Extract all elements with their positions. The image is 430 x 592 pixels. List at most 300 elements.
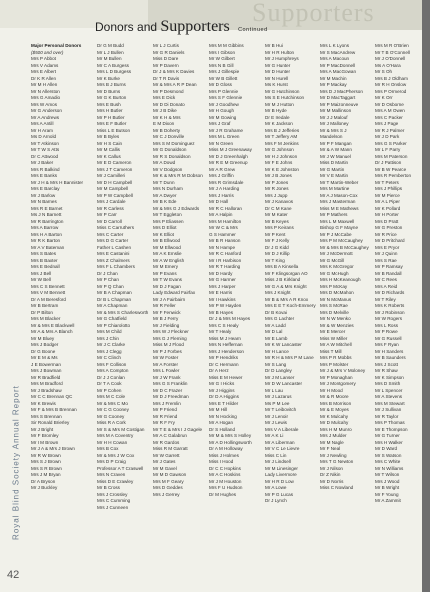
donor-name: Mrs M Stewart [375,400,405,406]
donor-name: Mr L J Curtis [153,43,179,48]
donor-name: Mr V C Le Lievre [265,446,300,451]
donor-name: Mrs M M Gibbins [209,43,244,48]
donor-name: Mrs S Brennan [31,413,62,419]
donor-name: Bishop G F Mayne [320,225,359,230]
spine-text: Royal Blind Society Annual Report [11,385,21,540]
donor-name: Mr R Feller [153,303,176,308]
donor-name: Mrs L K Lyons [320,43,350,48]
donor-name: Mrs E Albert [31,69,57,74]
donor-name: Mrs J Phillips [375,186,403,191]
donor-name: Mr T Wilson [375,472,400,477]
donor-name: Mrs D Smith [375,381,401,386]
donor-name: Mr F & Mrs B Brennan [31,407,77,412]
donor-name: Mr J A Harding [209,186,240,191]
donor-name: Mr P Cohen [97,387,122,393]
donor-name: Mr A Hogan [209,420,234,425]
donor-name: Mrs H Walker [375,439,403,445]
donor-name: Mrs V M Bennett [31,290,66,295]
donor-name: Mrs M F Geary [153,478,184,484]
donor-name: Mr & Mrs J W Cox [97,452,135,458]
donor-name: Mrs J Bell [31,270,52,276]
donor-name: Mrs J Cardale [97,199,126,204]
donor-name: Mrs J Masterman [320,199,356,204]
donor-name: Mr G Anderson [31,108,62,113]
donor-name: Mr A W Mitchell [320,342,352,347]
donor-name: Mr B Ellwood [153,238,181,243]
donor-name: Mr K W Lancaster [265,342,302,347]
donor-name: Mr M H Allen [31,82,58,87]
donor-name: Mr N Williams [375,465,404,471]
donor-name: Mr T Leibovitch [265,407,297,412]
donor-name: Mrs M Martine [320,186,350,191]
donor-name: Mr R E M Greenup [209,160,248,165]
donor-name: Mr N Barnes [31,199,57,204]
donor-name: Miss W Miller [320,335,348,341]
donor-name: Mr L Lau [265,387,283,393]
donor-name: Mr G Martin [320,166,345,172]
donor-name: Mr J Malloney [320,121,349,126]
donor-name: Mr F E Johns [265,160,293,165]
donor-name: Mr R K Barton [31,238,61,243]
donor-name: Mr D W Lancaster [265,381,303,386]
donor-name: Mr & W Menzies [320,322,354,328]
donor-name: Mrs M Hamilton [209,218,242,224]
donor-name: Mr B Byles [97,134,120,139]
donor-name: Mr D Mulcahy [320,420,349,425]
donor-name: Mrs K McGregor [320,264,354,269]
donor-name: Mr A V Bateman [31,244,65,250]
donor-name: Mr P Hendriks [209,355,239,360]
donor-name: Mr C C Brennan QC [31,394,73,399]
donor-name: Mrs J Henderson [209,348,244,354]
donor-name: Mr C G Cooney [97,407,129,412]
donor-name: Mr J J Malouf [320,114,348,120]
donor-column-6 [320,43,376,492]
donor-name: Miss D Martin [320,160,349,165]
donor-name: Mr W B Gillett [209,75,238,81]
donor-name: Dr J Chan [97,270,118,276]
donor-name: Mrs B Cox [97,446,119,451]
donor-name: Mr D J Killip [265,251,290,256]
donor-name: Mrs C Packer [375,114,403,120]
donor-name: Mrs I Gibson [209,49,236,55]
donor-name: Mr M Gowing [209,114,237,120]
donor-name: Mr M Campbell [97,186,129,191]
donor-name: Mrs E Barclay [31,186,60,191]
donor-name: Mrs A MacGowan [320,69,356,74]
donor-name: Mr T Peters [375,179,399,185]
donor-name: Mr B Saunders [375,355,406,360]
donor-name: Mr D Di Donato [153,101,185,107]
donor-name: Mrs G J Fleming [153,335,187,341]
donor-name: Miss M J Flood [153,342,184,347]
donor-name: Mrs M Paterson [375,153,408,159]
donor-name: Miss C Nowland [320,485,354,490]
donor-column-4 [209,43,265,498]
donor-name: Mr J Sullivan [375,407,402,412]
donor-name: Miss M J Hearn [209,335,241,341]
donor-name: Mr & Mrs E Blackwell [31,322,75,328]
donor-name: Mr M Machin [320,75,347,81]
donor-name: Mr B Wright [375,485,400,490]
donor-name: Mr M Mallinson [320,108,352,113]
donor-name: Mr J Lenoir [265,413,288,419]
donor-name: Mr J Barlow [31,192,56,198]
donor-name: Mr A K Li [265,433,284,438]
donor-name: Mr D C Frazer [153,387,183,393]
donor-name: Mr S MacAndrew [320,49,356,55]
donor-name: Mr B R Hanson [209,238,241,243]
donor-name: Mr B Hyde [265,108,287,113]
donor-name: Mrs N B Gill [209,62,234,68]
donor-name: Mr K Burke [97,75,120,81]
donor-name: Miss J Holmes [209,452,239,458]
donor-name: Mr T King [265,257,285,263]
title-continued: Continued [238,27,268,33]
donor-name: Mr P Davern [153,62,179,68]
donor-name: Mrs A M Owen [375,108,405,113]
donor-name: Mr J B Dike [153,108,177,113]
donor-name: Mr & Mrs A R P Dean [153,82,197,87]
donor-name: Mr B Bertram [31,303,59,308]
donor-name: Dr J G Kidd [265,244,289,250]
donor-name: Mr G K Burton [97,95,127,100]
donor-name: Mr M Gavel [153,465,177,471]
donor-name: Mr M D Gawson [153,472,187,477]
donor-name: Mrs H Butler [97,108,123,113]
donor-name: Mrs C Carter [97,231,124,237]
donor-name: Ms K Hurst [265,82,288,87]
donor-name: Mr A & Mrs A Blanch [31,329,73,334]
donor-name: Mr G Hutchinson [265,88,300,94]
donor-name: Dr G Boone [31,348,56,354]
donor-name: Mr J W Manuel [320,153,351,159]
donor-name: Mr J Camilleri [97,173,126,178]
donor-name: Mr D Osborne [375,101,404,107]
donor-name: Mr & E Moyes [320,407,349,412]
donor-name: Mr R Carless [97,205,124,211]
donor-name: Mr P MacDonnell [320,62,356,68]
donor-name: Mr F Young [375,491,399,497]
donor-name: Mrs F L Chambers [97,264,135,269]
donor-name: Dr T A Cook [97,381,122,386]
donor-name: Mr J A Fairbairn [153,296,186,302]
donor-name: Mr F Neal [320,446,341,451]
donor-name: Mr D Richards [375,290,405,295]
donor-name: Mr D Norris [320,478,344,484]
donor-name: Mr G A & Mrs Knight [265,283,307,289]
donor-name: Mr B Hui [265,43,283,48]
donor-name: Mr K & Mrs R M Dobson [153,173,203,178]
donor-name: Mrs Z Chalmers [97,257,130,263]
donor-name: Mr P Maizonneuve [320,101,359,107]
donor-name: Mrs J Crossley [97,491,128,497]
donor-name: Miss R M Garratt [153,446,188,451]
donor-name: Dr A M Beresford [31,296,66,302]
donor-name: Mr P G Lucas [265,491,293,497]
donor-name: Mr N Hampe [209,244,236,250]
donor-name: Mr E Mercer [320,329,346,334]
donor-name: Mr B Keyes [265,218,289,224]
donor-name: Mrs L M Maxwell [320,218,355,224]
donor-name: Dr B Kovai [265,309,287,315]
donor-name: Mrs A Macoun [320,56,350,61]
donor-name: Mrs D G Carter [97,238,129,243]
donor-name: Mrs N Heffernan [209,342,243,347]
donor-column-1 [31,43,87,492]
donor-name: Mr J D Park [375,134,400,139]
donor-name: Mr T Dunn [153,179,175,185]
donor-name: Mr P Friend [153,407,177,412]
donor-name: Mr A D Hollingsworth [209,439,252,445]
donor-name: Mrs H McKeanough [320,277,361,282]
donor-name: Mr H Gough [209,108,235,113]
donor-name: Mr T B O'Connell [375,49,410,55]
donor-name: Dr D Langley [265,368,292,373]
donor-name: Mr T W S Atts [31,147,60,152]
donor-name: Mr & Mrs C Mo [97,400,128,406]
donor-name: Mr A L Piper [375,199,400,204]
donor-name: Mr I Hawkins [209,296,236,302]
donor-name: Mrs F Collison [97,361,127,367]
donor-name: Mrs E Dick [153,95,176,100]
donor-name: Mr J Fielding [153,322,180,328]
donor-name: Mr J A & Mrs J Brown [31,446,75,451]
donor-name: Mrs A Antill [31,121,54,126]
donor-name: Dr J Pattison [375,160,402,165]
donor-name: Mr M Ellwood [153,244,181,250]
donor-name: Mr H J Johnson [265,153,298,159]
donor-name: Mr J Humphreys [265,56,299,61]
donor-name: Mr J Quinn [375,251,398,256]
donor-name: Mr A K Emslie [153,251,182,256]
donor-name: Mr K Pollard [375,205,401,211]
donor-name: Mrs D Elliot [153,225,177,230]
section-subheading: ($500 and over) [31,49,64,55]
donor-name: Mrs P McKay [320,283,348,289]
donor-name: Mr R Price [375,231,397,237]
donor-name: Mr A Chapman [97,303,128,308]
donor-name: Mrs M A Coventry [97,433,134,438]
donor-name: Dr M Hughes [209,491,237,497]
donor-name: Mr W Bell [31,277,51,282]
donor-name: Mr C A Burgess [97,62,129,68]
donor-name: Mr J Lindsell [265,459,291,464]
donor-name: Mrs D Geddes [153,485,183,490]
donor-name: J E Bowerman [31,361,61,367]
donor-name: Mr J Gates [153,459,176,464]
donor-name: Mrs P M McCaughey [320,238,363,243]
donor-name: Mr D H Campbell [97,179,133,185]
donor-name: Mrs P Abbot [31,56,56,61]
donor-name: Mr H R Hulton [265,49,295,55]
donor-name: Mrs J Gillespie [209,69,240,74]
donor-name: Mr R W Brown [31,452,61,458]
donor-name: Mr A Liberman [265,439,295,445]
donor-name: Mr L Spencer [375,387,403,393]
donor-name: Mr M & Mrs S Holley [209,433,252,438]
donor-name: Mrs L Ross [375,322,399,328]
donor-name: Mr E Lamb [265,335,288,341]
donor-name: Mr A Forster [153,361,179,367]
donor-name: Mr G Harmer [209,277,236,282]
donor-name: Mr E M & Ms [31,355,58,360]
donor-name: Mr W Gilbert [209,56,235,61]
donor-name: Mr F Bromley [31,433,59,438]
donor-name: Mr M Kater [265,212,288,217]
donor-name: Mrs B J Burns [97,82,126,87]
donor-name: Mr A R Grew [209,166,236,172]
donor-name: Mr H Porter [375,212,399,217]
page-title [95,18,268,36]
donor-name: Mr C Clinch [97,355,121,360]
donor-name: Dr J Lynch [265,498,287,503]
donor-name: Mr & R Moore [320,394,349,399]
title-big: Supporters [160,18,230,35]
donor-name: Mr J W Frank [153,374,181,380]
donor-name: Mr J & Mrs V Moloney [320,368,366,373]
donor-name: Mrs M Bradford [31,381,63,386]
donor-name: Mrs N Craven [97,472,126,477]
donor-name: Mr R Shaw [375,368,398,373]
donor-name: Mr & Mrs S Charlesworth [97,309,149,315]
donor-name: Mr K Elliot [153,231,174,237]
donor-name: Mr P Rowe [375,329,398,334]
donor-name: Mr M Pierce [375,192,400,198]
donor-name: Mr R Jones [265,186,289,191]
donor-name: Mrs J Griffin [209,173,234,178]
donor-name: Mrs L Fowler [153,368,180,373]
donor-name: Mr T E & Mrs I J Gagele [153,426,203,432]
donor-name: Mrs J Wood [375,478,400,484]
donor-name: Mrs D P Craig [97,459,126,464]
donor-name: Mrs J Bowman [31,368,62,373]
donor-name: Mr B J Ferry [153,316,179,321]
donor-name: Mrs B Morrison [320,400,352,406]
donor-name: Mrs F M Jenkins [265,140,299,146]
donor-name: Mrs D Melville [320,309,349,315]
donor-name: Mr T Eggleton [153,212,182,217]
donor-name: Mrs J Jupp [265,192,288,198]
donor-name: Mr R T Harding [209,264,241,269]
donor-name: Mr P Chan [97,277,119,282]
donor-name: Mrs P Molster [320,361,349,367]
donor-column-2 [97,43,153,511]
donor-name: Mrs L D Burgess [97,69,132,74]
donor-name: Lady Edward Fairfax [153,290,196,295]
donor-name: Dr C M Kane [265,205,292,211]
donor-name: Father L Cashen [97,244,132,250]
donor-name: Ms J N Barnett [31,212,62,217]
donor-name: Mrs V Adams [31,62,59,68]
donor-name: Mrs J M Bryan [31,472,61,477]
donor-name: Dr A Bryson [31,478,56,484]
donor-name: Mr P Desmond [153,88,184,94]
donor-name: Mr E Harris [209,290,233,295]
donor-name: Mr G R Daniels [153,49,185,55]
donor-name: Mr N Green [209,140,233,146]
donor-name: Mrs P Thomas [375,420,405,425]
donor-name: Mr G Chatfield [97,316,127,321]
donor-name: Miss D E Crawley [97,478,134,484]
donor-name: Mr V E Martin [320,173,349,178]
donor-name: Mrs B A Kinsella [265,264,299,269]
donor-name: Mrs S McRae [320,303,348,308]
donor-name: Mr P Ramsay [375,264,403,269]
donor-name: Mr J Kanavos [265,199,294,204]
donor-name: Mr D Pritchard [375,238,405,243]
donor-name: Mrs P Eliassen [153,218,184,224]
donor-name: Miss C Carruthers [97,225,135,230]
donor-name: Mr D J Fagan [153,283,181,289]
donor-name: Mrs J Gerrey [153,491,180,497]
donor-name: Mr S Watson [375,452,402,458]
donor-name: Mrs E Banks [31,173,58,178]
donor-name: Mrs S F Glennie [209,95,243,100]
donor-name: Mr I M Brown [31,439,59,445]
donor-name: Mr J C Clarke [97,342,126,347]
donor-name: Mrs S M Dominguez [153,140,195,146]
donor-name: Mrs M C Cole [97,394,126,399]
donor-name: Mrs H M Munro [320,426,352,432]
donor-name: Mr G McHugh [320,270,349,276]
donor-name: Mr & Mrs G J Edwards [153,205,200,211]
donor-name: Mr & Mrs B McCaughey [320,244,369,250]
donor-name: Miss M E Mathews [320,205,359,211]
donor-name: Mr P Chiarolotto [97,322,131,328]
donor-name: Mr P J Forbes [153,348,182,354]
donor-name: Mrs E T Hilder [209,400,239,406]
donor-name: Mr M Nagle [320,439,344,445]
donor-name: Mrs J Bodger [31,342,59,347]
section-heading: Major Personal Donors [31,43,82,48]
donor-name: Mr B K Ede [153,199,177,204]
donor-name: Mrs S R Brown [31,465,62,471]
donor-name: Mrs J Graf [209,121,231,126]
donor-name: Mr B & Mrs A R Knox [265,296,309,302]
donor-name: Mr V Dodgson [153,166,183,172]
donor-name: Mr A Ladd [265,322,286,328]
donor-name: Mr P W Hayden [209,303,242,308]
donor-name: Mr D Gloss [209,82,232,87]
donor-name: Mr F Klingsorgan AO [265,270,308,276]
donor-name: Mr N Hurell [265,75,289,81]
donor-name: Mrs C Cumming [97,498,131,503]
donor-name: Mr J Newling [320,452,347,458]
donor-name: Mr G Donaldson [153,147,187,152]
donor-name: Mrs E Pryor [375,244,400,250]
donor-name: Mrs J Mulder [320,433,347,438]
donor-name: Mr P W Campbell [97,192,133,198]
donor-name: Miss L E Butson [97,127,131,133]
donor-name: Mr H H Cowan [97,439,128,445]
donor-name: Mr M Linesinger [265,465,298,471]
donor-name: Dr T R Davis [153,75,180,81]
donor-name: Dr C C Hopkins [209,465,241,471]
donor-name: Mr P Carr [97,212,117,217]
donor-name: Miss J B Kirkland [265,277,301,282]
donor-name: Dr D A Higgins [209,394,239,399]
donor-name: Mr F Fenwick [153,309,181,315]
donor-name: Mr F J Kelly [265,238,290,243]
donor-name: Mrs E Bush [97,101,121,107]
donor-name: Mr B Doherty [153,127,181,133]
donor-name: Mr N W Menko [320,316,351,321]
donor-name: Mrs R Pemberton [375,173,411,178]
donor-name: Mr J McDermott [320,251,353,256]
donor-name: Mr P Jones [265,179,289,185]
donor-name: Mr W Garrett [153,452,180,458]
